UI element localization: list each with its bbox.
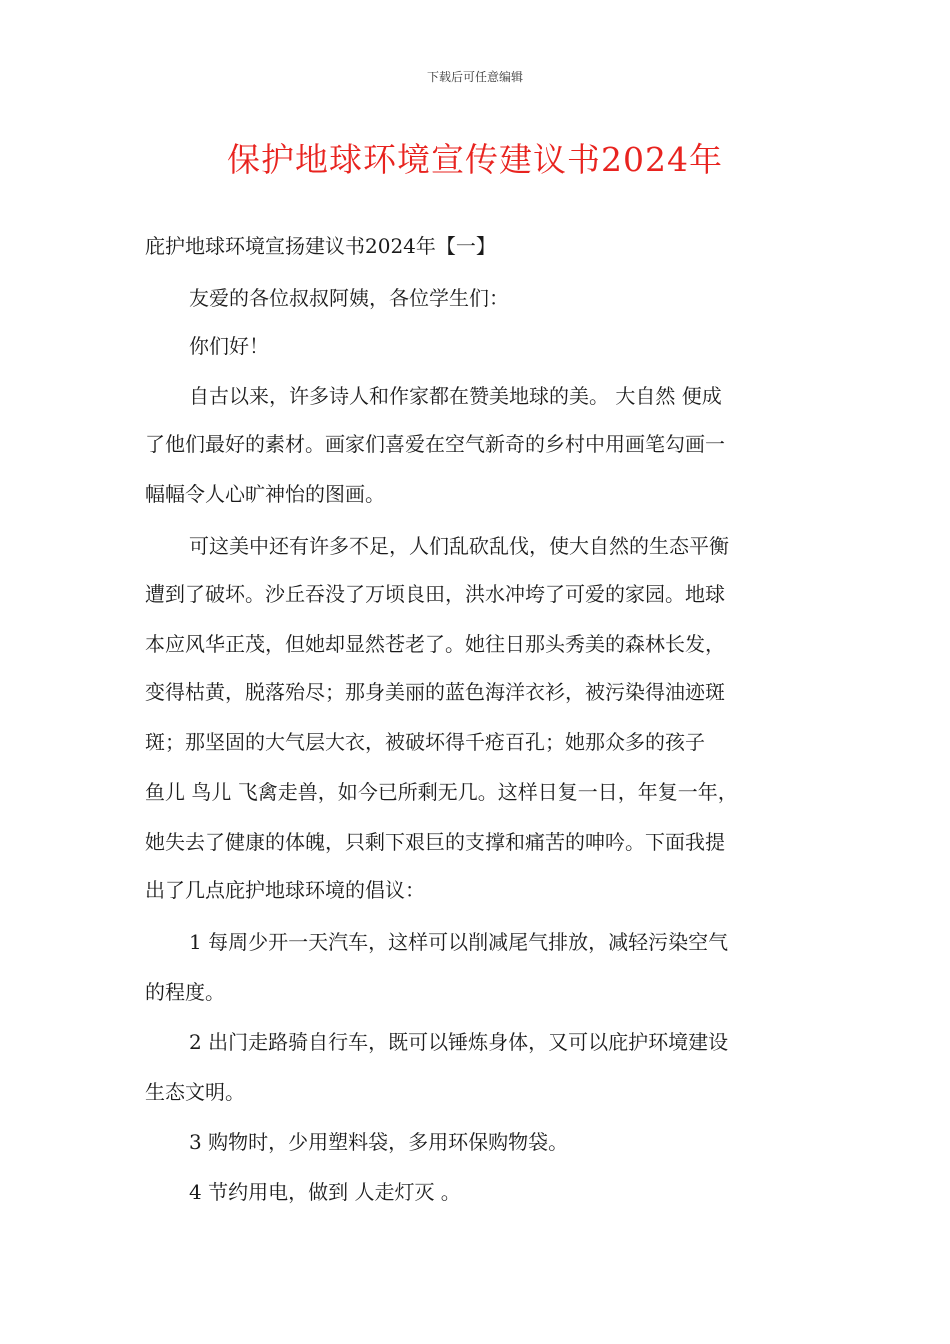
paragraph-line: 斑；那坚固的大气层大衣，被破坏得千疮百孔；她那众多的孩子 [145,730,705,754]
paragraph-line: 出了几点庇护地球环境的倡议： [145,878,425,902]
greeting-line: 友爱的各位叔叔阿姨，各位学生们： [189,286,509,310]
proposal-item-2: 2 出门走路骑自行车，既可以锤炼身体，又可以庇护环境建设 [189,1030,729,1054]
section-heading: 庇护地球环境宣扬建议书2024年【一】 [145,234,496,258]
proposal-item-1-cont: 的程度。 [145,980,225,1004]
paragraph-line: 遭到了破坏。沙丘吞没了万顷良田，洪水冲垮了可爱的家园。地球 [145,582,725,606]
paragraph-line: 变得枯黄，脱落殆尽；那身美丽的蓝色海洋衣衫，被污染得油迹斑 [145,680,725,704]
paragraph-line: 了他们最好的素材。画家们喜爱在空气新奇的乡村中用画笔勾画一 [145,432,725,456]
document-title: 保护地球环境宣传建议书2024年 [227,140,723,179]
paragraph-line: 鱼儿 鸟儿 飞禽走兽，如今已所剩无几。这样日复一日，年复一年， [145,780,738,804]
salutation-line: 你们好！ [189,334,269,358]
paragraph-line: 幅幅令人心旷神怡的图画。 [145,482,385,506]
paragraph-line: 本应风华正茂，但她却显然苍老了。她往日那头秀美的森林长发， [145,632,725,656]
header-note: 下载后可任意编辑 [426,70,523,84]
paragraph-line: 可这美中还有许多不足，人们乱砍乱伐，使大自然的生态平衡 [189,534,729,558]
proposal-item-3: 3 购物时，少用塑料袋，多用环保购物袋。 [189,1130,569,1154]
proposal-item-4: 4 节约用电，做到 人走灯灭 。 [189,1180,461,1204]
proposal-item-1: 1 每周少开一天汽车，这样可以削减尾气排放，减轻污染空气 [189,930,729,954]
paragraph-line: 自古以来，许多诗人和作家都在赞美地球的美。 大自然 便成 [189,384,722,408]
paragraph-line: 她失去了健康的体魄，只剩下艰巨的支撑和痛苦的呻吟。下面我提 [145,830,725,854]
proposal-item-2-cont: 生态文明。 [145,1080,245,1104]
